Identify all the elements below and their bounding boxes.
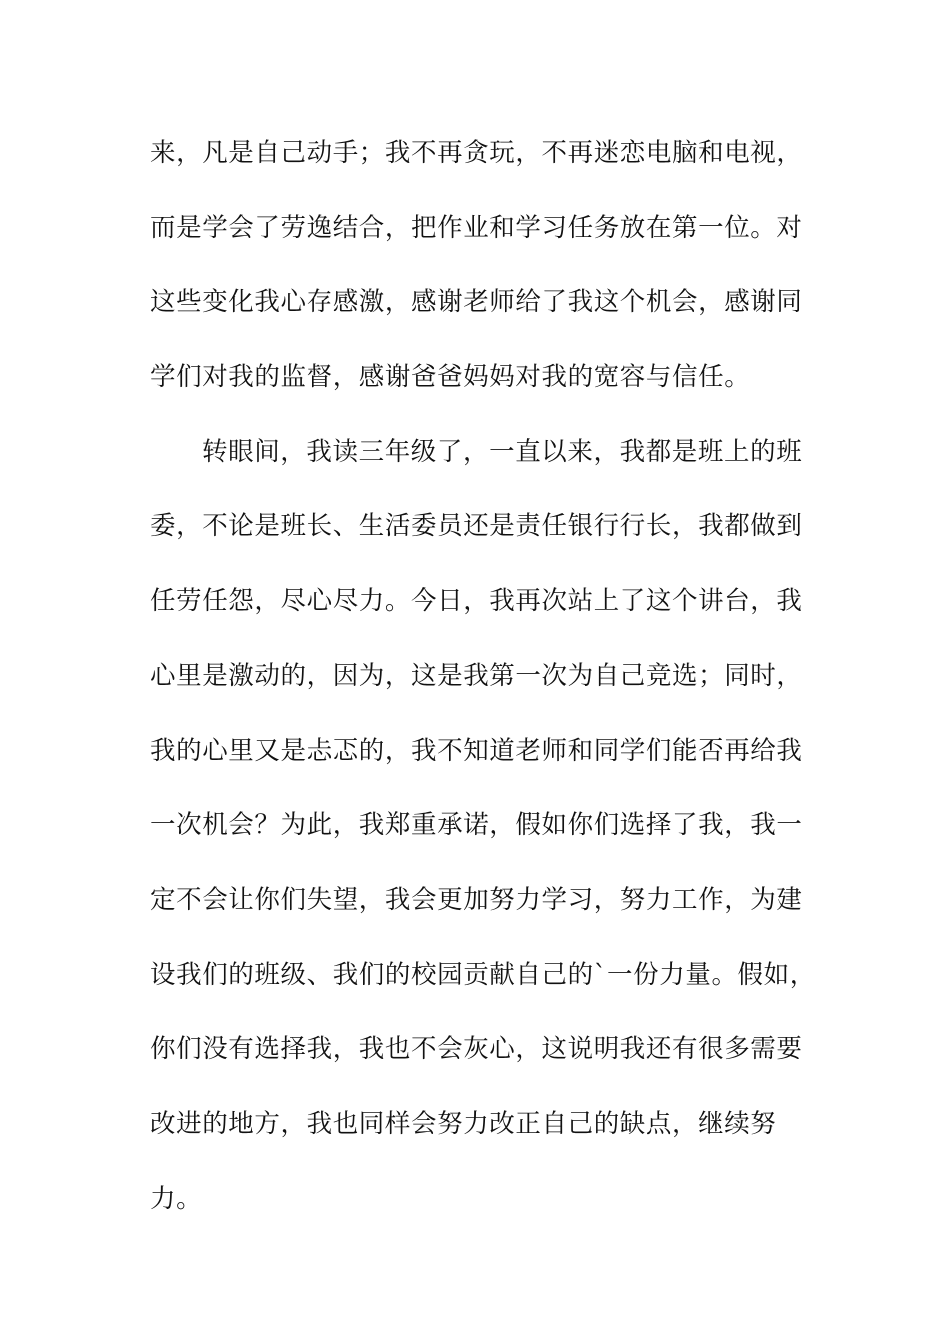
text-line: 一次机会？为此，我郑重承诺，假如你们选择了我，我一: [150, 810, 803, 841]
text-line: 心里是激动的，因为，这是我第一次为自己竞选；同时，: [150, 660, 803, 691]
text-line: 定不会让你们失望，我会更加努力学习，努力工作，为建: [150, 884, 803, 915]
text-line: 你们没有选择我，我也不会灰心，这说明我还有很多需要: [150, 1034, 803, 1065]
text-line: 任劳任怨，尽心尽力。今日，我再次站上了这个讲台，我: [150, 586, 803, 617]
text-line: 这些变化我心存感激，感谢老师给了我这个机会，感谢同: [150, 287, 803, 318]
body-text: [150, 128, 816, 1248]
text-line: 设我们的班级、我们的校园贡献自己的`一份力量。假如，: [150, 959, 816, 990]
text-line: 委，不论是班长、生活委员还是责任银行行长，我都做到: [150, 511, 803, 542]
text-line: 改进的地方，我也同样会努力改正自己的缺点，继续努: [150, 1108, 777, 1139]
text-line: 来，凡是自己动手；我不再贪玩，不再迷恋电脑和电视，: [150, 138, 803, 168]
text-line: 力。: [150, 1183, 203, 1214]
text-line: 学们对我的监督，感谢爸爸妈妈对我的宽容与信任。: [150, 362, 751, 393]
text-line: 我的心里又是忐忑的，我不知道老师和同学们能否再给我: [150, 735, 803, 766]
paragraph-start-line: 转眼间，我读三年级了，一直以来，我都是班上的班: [202, 436, 803, 467]
text-line: 而是学会了劳逸结合，把作业和学习任务放在第一位。对: [150, 212, 803, 243]
